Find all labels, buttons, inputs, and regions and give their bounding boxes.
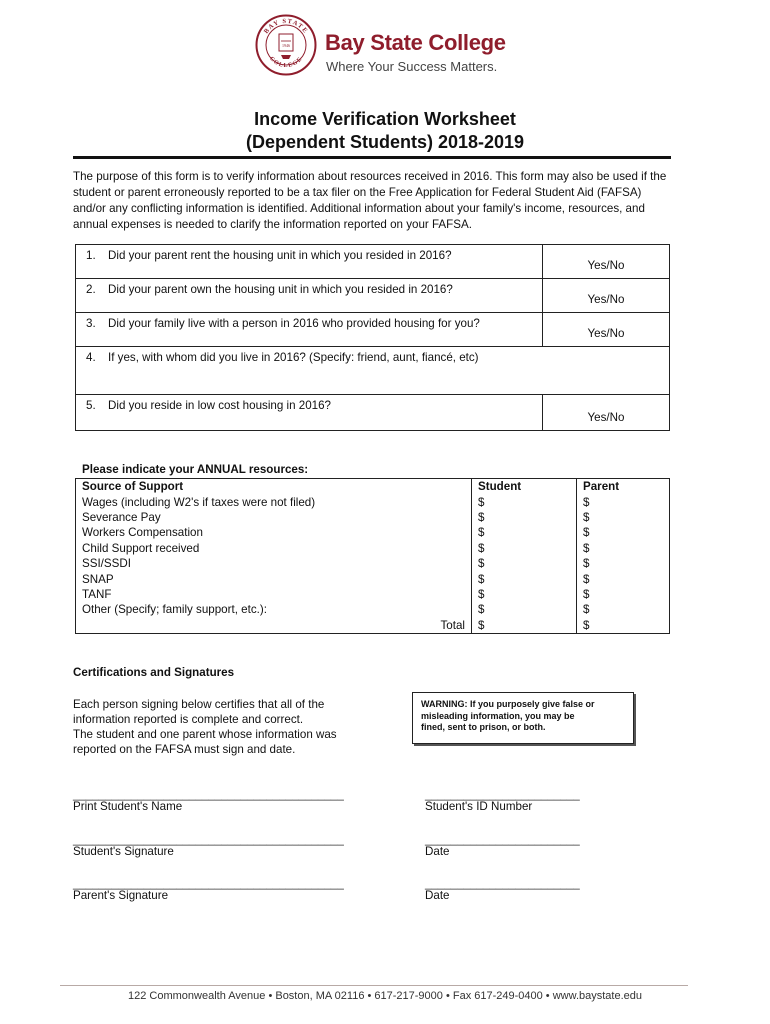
footer-divider (60, 985, 688, 986)
parent-amount[interactable]: $ (577, 525, 670, 540)
parent-signature-label: Parent's Signature (73, 889, 169, 902)
question-row (76, 279, 670, 313)
question-text: Did your parent own the housing unit in which you resided in 2016? (108, 283, 453, 296)
print-student-name-label: Print Student's Name (73, 800, 183, 813)
cert-line: Each person signing below certifies that all of the (73, 698, 325, 711)
resources-heading: Please indicate your ANNUAL resources: (82, 463, 309, 476)
student-amount[interactable]: $ (472, 541, 577, 556)
parent-amount[interactable]: $ (577, 571, 670, 586)
seal-top-text: BAY STATE (262, 17, 310, 36)
total-label: Total (76, 618, 472, 634)
cert-line: reported on the FAFSA must sign and date. (73, 743, 296, 756)
question-row (76, 245, 670, 279)
resource-label: Other (Specify; family support, etc.): (76, 602, 472, 617)
student-signature-line[interactable]: __________________________________________ (73, 833, 344, 846)
resource-row (76, 556, 670, 571)
question-text: Did your parent rent the housing unit in which you resided in 2016? (108, 249, 452, 262)
resource-row (76, 587, 670, 602)
resource-row (76, 510, 670, 525)
student-name-line[interactable]: __________________________________________ (73, 788, 344, 801)
resource-label: Child Support received (76, 541, 472, 556)
parent-date-line[interactable]: ________________________ (425, 877, 580, 890)
cert-line: information reported is complete and correct. (73, 713, 304, 726)
resource-label: TANF (76, 587, 472, 602)
college-seal-logo (255, 14, 317, 76)
student-amount[interactable]: $ (472, 510, 577, 525)
total-row (76, 618, 670, 634)
resource-label: SSI/SSDI (76, 556, 472, 571)
answer-yes-no[interactable]: Yes/No (543, 279, 670, 313)
parent-amount[interactable]: $ (577, 556, 670, 571)
student-amount[interactable]: $ (472, 525, 577, 540)
resource-label: SNAP (76, 571, 472, 586)
student-amount[interactable]: $ (472, 494, 577, 509)
parent-total[interactable]: $ (577, 618, 670, 634)
warning-box (412, 692, 634, 744)
title-divider (73, 156, 671, 159)
student-amount[interactable]: $ (472, 602, 577, 617)
student-id-label: Student's ID Number (425, 800, 533, 813)
parent-amount[interactable]: $ (577, 602, 670, 617)
question-row (76, 347, 670, 395)
parent-date-label: Date (425, 889, 450, 902)
seal-year: 1946 (282, 43, 290, 48)
student-amount[interactable]: $ (472, 587, 577, 602)
warning-line: misleading information, you may be (421, 710, 575, 721)
resources-header-row (76, 479, 670, 495)
parent-amount[interactable]: $ (577, 541, 670, 556)
question-number: 1. (86, 249, 96, 262)
student-total[interactable]: $ (472, 618, 577, 634)
question-text: Did your family live with a person in 2016 who provided housing for you? (108, 317, 480, 330)
resource-row (76, 541, 670, 556)
resource-label: Severance Pay (76, 510, 472, 525)
parent-amount[interactable]: $ (577, 587, 670, 602)
certification-statement (73, 697, 373, 757)
brand-tagline: Where Your Success Matters. (326, 59, 498, 74)
resource-label: Workers Compensation (76, 525, 472, 540)
warning-line: WARNING: If you purposely give false or (421, 699, 595, 709)
resource-row (76, 494, 670, 509)
resource-row (76, 571, 670, 586)
form-title: Income Verification Worksheet (254, 109, 516, 129)
resource-row (76, 525, 670, 540)
student-date-line[interactable]: ________________________ (425, 833, 580, 846)
annual-resources-table (75, 478, 670, 634)
col-parent-header: Parent (577, 479, 670, 495)
parent-amount[interactable]: $ (577, 510, 670, 525)
warning-line: fined, sent to prison, or both. (421, 722, 546, 732)
student-date-label: Date (425, 845, 450, 858)
footer-address: 122 Commonwealth Avenue • Boston, MA 02116 • 617-217-9000 • Fax 617-249-0400 • www.baystate.edu (128, 990, 642, 1002)
resource-label: Wages (including W2's if taxes were not filed) (76, 494, 472, 509)
student-amount[interactable]: $ (472, 571, 577, 586)
question-row (76, 395, 670, 431)
intro-paragraph: The purpose of this form is to verify information about resources received in 2016. This form may also be used if the student or parent erroneously reported to be a tax filer on the Free Application for Federal Student Aid (FAFSA) and/or any conflicting information is identified. Additional information about your family's income, resources, and annual expenses is needed to clarify the information reported on your FAFSA. (73, 170, 667, 231)
question-text: If yes, with whom did you live in 2016? (Specify: friend, aunt, fiancé, etc) (108, 351, 479, 364)
question-number: 4. (86, 351, 96, 364)
parent-amount[interactable]: $ (577, 494, 670, 509)
question-number: 3. (86, 317, 96, 330)
resource-row (76, 602, 670, 617)
certifications-heading: Certifications and Signatures (73, 666, 235, 679)
answer-yes-no[interactable]: Yes/No (543, 313, 670, 347)
question-row (76, 313, 670, 347)
col-source-header: Source of Support (76, 479, 472, 495)
student-signature-label: Student's Signature (73, 845, 174, 858)
student-id-line[interactable]: ________________________ (425, 788, 580, 801)
question-number: 2. (86, 283, 96, 296)
answer-yes-no[interactable]: Yes/No (543, 245, 670, 279)
student-amount[interactable]: $ (472, 556, 577, 571)
seal-bottom-text: COLLEGE (268, 55, 304, 70)
parent-signature-line[interactable]: __________________________________________ (73, 877, 344, 890)
col-student-header: Student (472, 479, 577, 495)
question-number: 5. (86, 399, 96, 412)
housing-questions-table (75, 244, 670, 431)
cert-line: The student and one parent whose information was (73, 728, 337, 741)
question-text: Did you reside in low cost housing in 2016? (108, 399, 331, 412)
answer-yes-no[interactable]: Yes/No (543, 395, 670, 431)
brand-name: Bay State College (325, 30, 506, 55)
form-subtitle: (Dependent Students) 2018-2019 (245, 132, 525, 152)
